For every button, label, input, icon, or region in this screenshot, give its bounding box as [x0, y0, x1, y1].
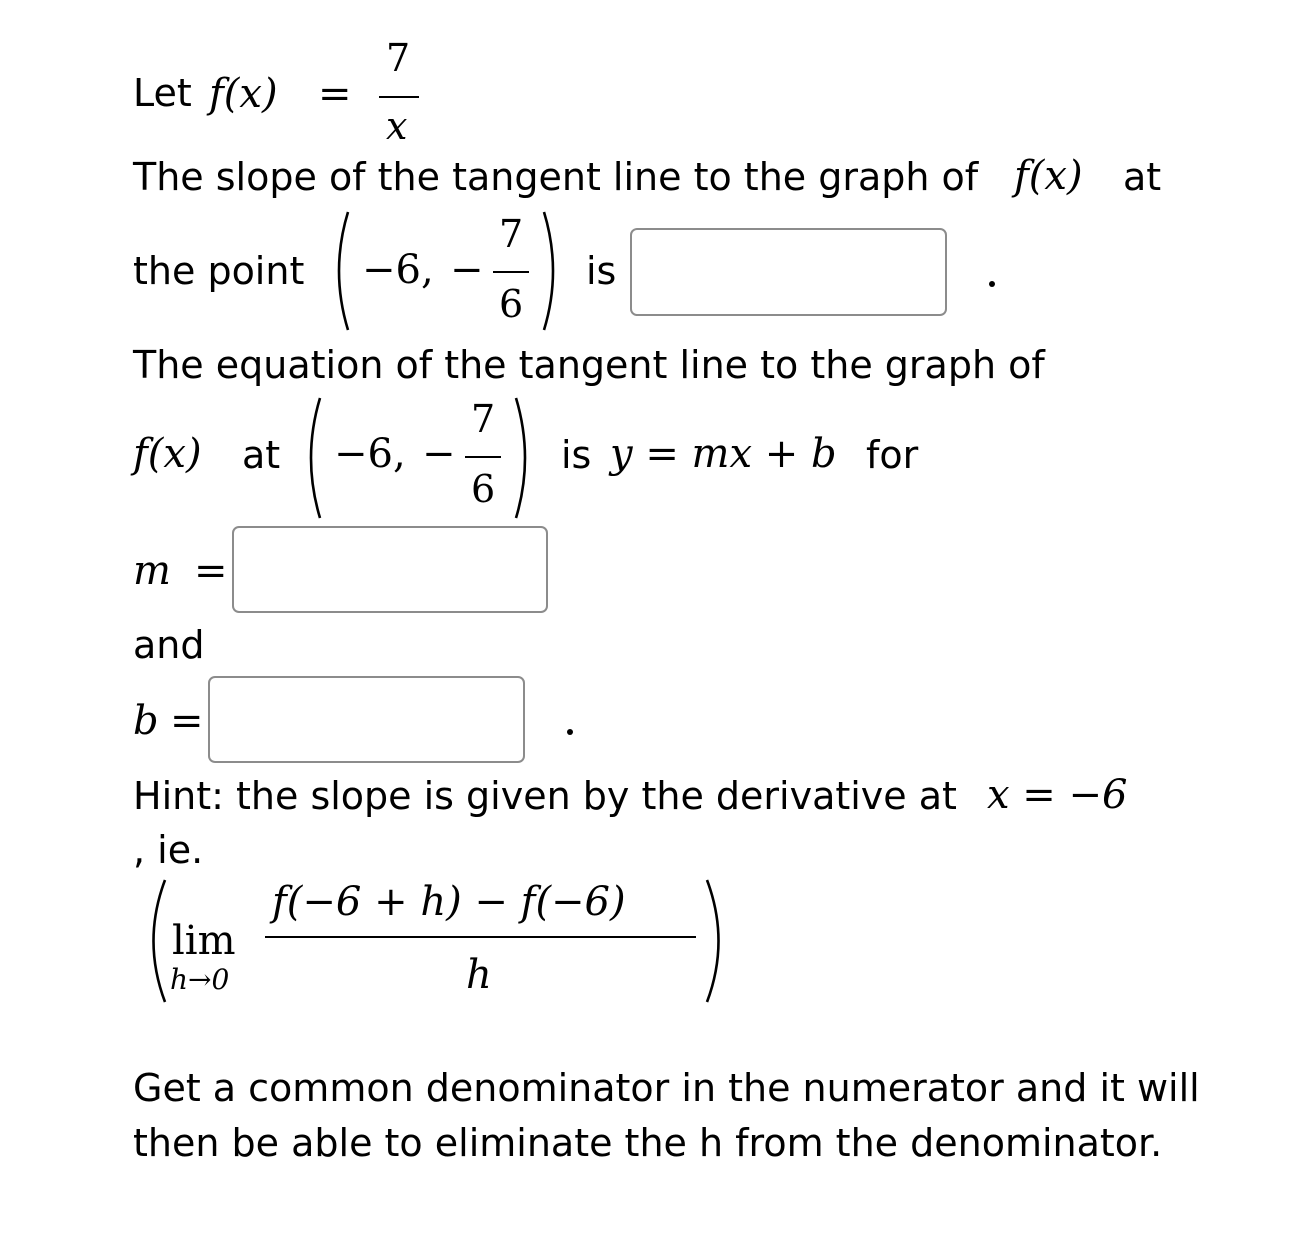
the-point-label: the point: [133, 249, 305, 293]
hint-text: Hint: the slope is given by the derivative at: [133, 774, 957, 818]
equals-sign: =: [318, 71, 352, 117]
period: [989, 281, 995, 287]
fraction-numerator: 7: [386, 36, 411, 80]
difference-quotient-numerator: f(−6 + h) − f(−6): [272, 879, 626, 925]
for-label: for: [866, 433, 919, 477]
fraction-bar: [265, 936, 696, 938]
hint-continuation: , ie.: [133, 828, 204, 872]
at-label: at: [242, 433, 281, 477]
hint-x-value: x = −6: [987, 772, 1128, 818]
equation-question-text: The equation of the tangent line to the graph of: [133, 343, 1045, 387]
fraction-bar: [465, 456, 501, 458]
function-fx: f(x): [133, 431, 202, 477]
let-label: Let: [133, 71, 192, 115]
fraction-numerator: 7: [471, 397, 496, 441]
final-instruction-text: Get a common denominator in the numerator and it will then be able to eliminate the h from the denominator.: [133, 1066, 1200, 1165]
difference-quotient-denominator: h: [466, 952, 492, 998]
left-paren: [300, 396, 324, 520]
is-label: is: [586, 249, 617, 293]
function-fx: f(x): [209, 71, 278, 117]
right-paren: [702, 878, 732, 1004]
line-equation: y = mx + b: [610, 431, 837, 477]
left-paren: [328, 210, 352, 332]
fraction-bar: [379, 96, 419, 98]
point-x-coordinate: −6,: [334, 431, 406, 477]
minus-sign: −: [422, 431, 456, 477]
fraction-denominator: 6: [471, 467, 496, 511]
lim-operator: lim: [172, 918, 236, 964]
right-paren: [540, 210, 564, 332]
m-label: m: [133, 548, 171, 594]
fraction-denominator: 6: [499, 282, 524, 326]
function-fx: f(x): [1014, 153, 1083, 199]
fraction-numerator: 7: [499, 212, 524, 256]
equals-sign: =: [170, 698, 204, 744]
right-paren: [512, 396, 536, 520]
and-label: and: [133, 623, 205, 667]
period: [567, 729, 573, 735]
slope-question-text: The slope of the tangent line to the graph of: [133, 155, 979, 199]
left-paren: [140, 878, 170, 1004]
m-answer-input[interactable]: [232, 526, 548, 613]
equals-sign: =: [194, 548, 228, 594]
fraction-bar: [493, 271, 529, 273]
minus-sign: −: [450, 247, 484, 293]
is-label: is: [561, 433, 592, 477]
b-label: b: [133, 698, 159, 744]
fraction-denominator: x: [386, 104, 408, 148]
lim-subscript: h→0: [170, 963, 230, 996]
at-label: at: [1123, 155, 1162, 199]
point-x-coordinate: −6,: [362, 247, 434, 293]
slope-answer-input[interactable]: [630, 228, 947, 316]
b-answer-input[interactable]: [208, 676, 525, 763]
